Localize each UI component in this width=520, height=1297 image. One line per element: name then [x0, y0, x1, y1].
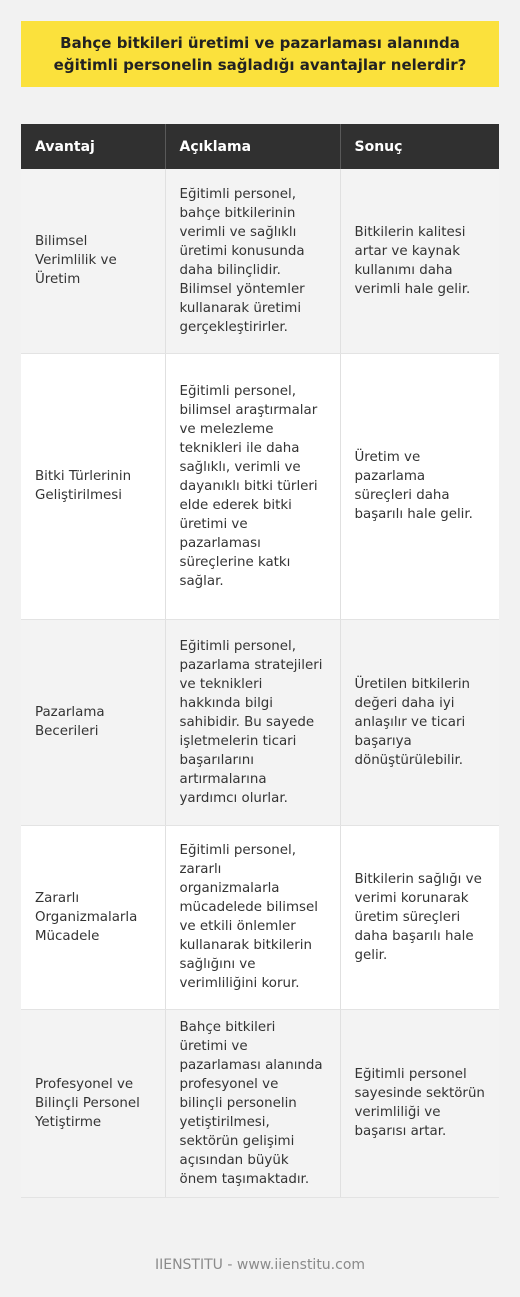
cell-sonuc: Bitkilerin sağlığı ve verimi korunarak üretim süreçleri daha başarılı hale gelir. [340, 825, 499, 1009]
cell-sonuc: Üretilen bitkilerin değeri daha iyi anlaşılır ve ticari başarıya dönüştürülebilir. [340, 619, 499, 825]
footer-credit: IIENSTITU - www.iienstitu.com [154, 1257, 366, 1273]
cell-avantaj: Bilimsel Verimlilik ve Üretim [21, 169, 165, 353]
header-sonuc: Sonuç [340, 124, 499, 169]
page-title: Bahçe bitkileri üretimi ve pazarlaması alanında eğitimli personelin sağladığı avantajlar nelerdir? [53, 34, 467, 74]
title-banner [21, 21, 499, 87]
cell-avantaj: Pazarlama Becerileri [21, 619, 165, 825]
cell-sonuc: Üretim ve pazarlama süreçleri daha başarılı hale gelir. [340, 353, 499, 619]
cell-sonuc: Eğitimli personel sayesinde sektörün verimliliği ve başarısı artar. [340, 1009, 499, 1197]
cell-aciklama: Bahçe bitkileri üretimi ve pazarlaması alanında profesyonel ve bilinçli personelin yetiştirilmesi, sektörün gelişimi açısından büyük önem taşımaktadır. [165, 1009, 340, 1197]
table-row [21, 825, 499, 1009]
cell-aciklama: Eğitimli personel, zararlı organizmalarla mücadelede bilimsel ve etkili önlemler kullanarak bitkilerin sağlığını ve verimliliğini korur. [165, 825, 340, 1009]
header-avantaj: Avantaj [21, 124, 165, 169]
cell-avantaj: Zararlı Organizmalarla Mücadele [21, 825, 165, 1009]
advantages-table [21, 124, 499, 1198]
cell-avantaj: Profesyonel ve Bilinçli Personel Yetiştirme [21, 1009, 165, 1197]
cell-aciklama: Eğitimli personel, pazarlama stratejileri ve teknikleri hakkında bilgi sahibidir. Bu sayede işletmelerin ticari başarılarını artırmalarına yardımcı olurlar. [165, 619, 340, 825]
table-row [21, 353, 499, 619]
table-row [21, 619, 499, 825]
cell-aciklama: Eğitimli personel, bahçe bitkilerinin verimli ve sağlıklı üretimi konusunda daha bilinçlidir. Bilimsel yöntemler kullanarak üretimi gerçekleştirirler. [165, 169, 340, 353]
table-header-row [21, 124, 499, 169]
table-row [21, 1009, 499, 1197]
header-aciklama: Açıklama [165, 124, 340, 169]
cell-avantaj: Bitki Türlerinin Geliştirilmesi [21, 353, 165, 619]
table-row [21, 169, 499, 353]
cell-sonuc: Bitkilerin kalitesi artar ve kaynak kullanımı daha verimli hale gelir. [340, 169, 499, 353]
cell-aciklama: Eğitimli personel, bilimsel araştırmalar ve melezleme teknikleri ile daha sağlıklı, verimli ve dayanıklı bitki türleri elde ederek bitki üretimi ve pazarlaması süreçlerine katkı sağlar. [165, 353, 340, 619]
